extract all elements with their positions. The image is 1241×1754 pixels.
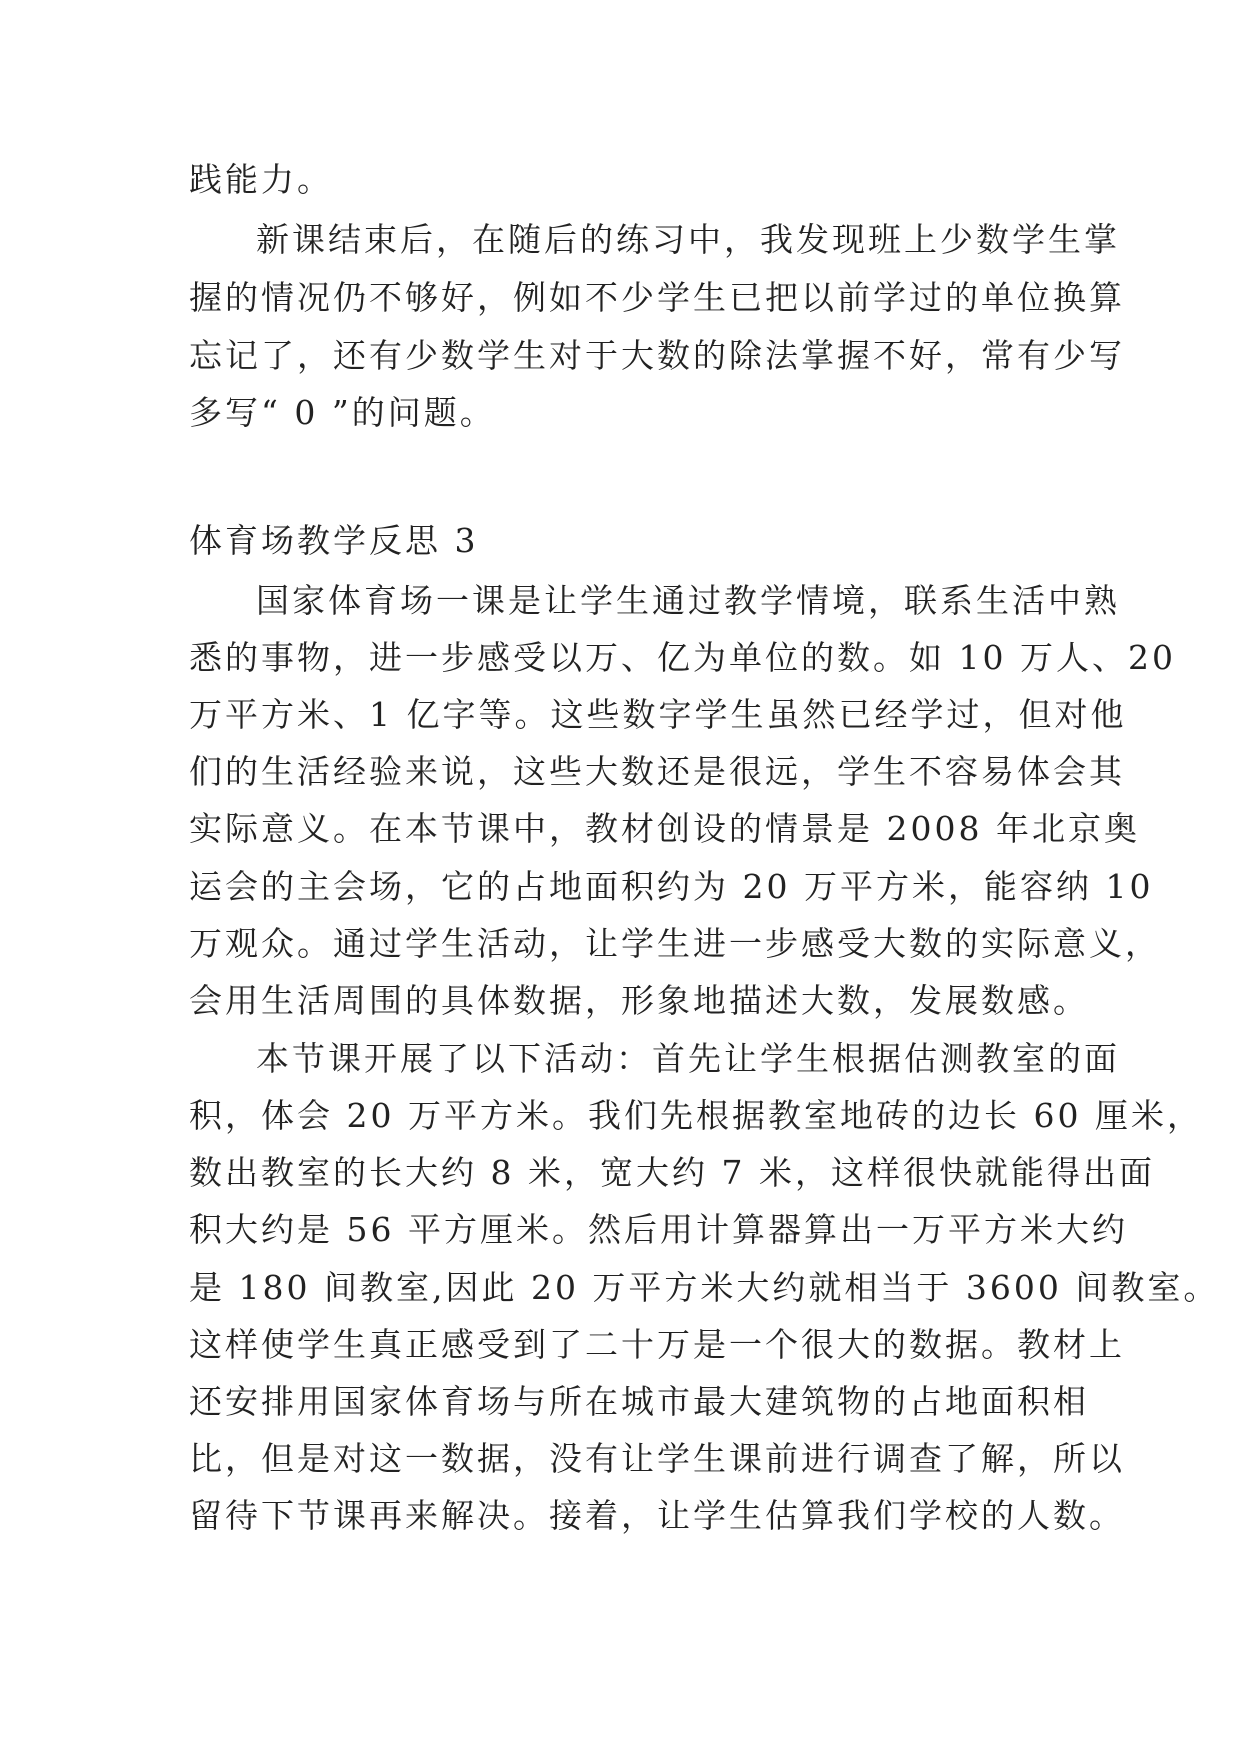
paragraph-line: 还安排用国家体育场与所在城市最大建筑物的占地面积相 [189,1382,1089,1421]
paragraph-line: 实际意义。在本节课中，教材创设的情景是 2008 年北京奥 [189,809,1140,848]
section-heading: 体育场教学反思 3 [189,521,479,560]
paragraph-line: 会用生活周围的具体数据，形象地描述大数，发展数感。 [189,981,1089,1020]
paragraph-line: 是 180 间教室,因此 20 万平方米大约就相当于 3600 间教室。 [189,1268,1220,1307]
paragraph-line: 国家体育场一课是让学生通过教学情境，联系生活中熟 [256,581,1120,620]
paragraph-line: 运会的主会场，它的占地面积约为 20 万平方米，能容纳 10 [189,867,1154,906]
paragraph-line: 握的情况仍不够好，例如不少学生已把以前学过的单位换算 [189,278,1125,317]
paragraph-line: 万平方米、1 亿字等。这些数字学生虽然已经学过，但对他 [189,695,1127,734]
paragraph-line: 新课结束后，在随后的练习中，我发现班上少数学生掌 [256,220,1120,259]
paragraph-line: 忘记了，还有少数学生对于大数的除法掌握不好，常有少写 [189,336,1125,375]
paragraph-line: 万观众。通过学生活动，让学生进一步感受大数的实际意义， [189,924,1161,963]
paragraph-line: 多写“ 0 ”的问题。 [189,393,496,432]
paragraph-line: 践能力。 [189,160,333,199]
paragraph-line: 本节课开展了以下活动：首先让学生根据估测教室的面 [256,1039,1120,1078]
paragraph-line: 悉的事物，进一步感受以万、亿为单位的数。如 10 万人、20 [189,638,1176,677]
paragraph-line: 数出教室的长大约 8 米，宽大约 7 米，这样很快就能得出面 [189,1153,1155,1192]
paragraph-line: 们的生活经验来说，这些大数还是很远，学生不容易体会其 [189,752,1125,791]
paragraph-line: 积，体会 20 万平方米。我们先根据教室地砖的边长 60 厘米， [189,1096,1203,1135]
paragraph-line: 留待下节课再来解决。接着，让学生估算我们学校的人数。 [189,1496,1125,1535]
paragraph-line: 这样使学生真正感受到了二十万是一个很大的数据。教材上 [189,1325,1125,1364]
paragraph-line: 比，但是对这一数据，没有让学生课前进行调查了解，所以 [189,1439,1125,1478]
paragraph-line: 积大约是 56 平方厘米。然后用计算器算出一万平方米大约 [189,1210,1128,1249]
